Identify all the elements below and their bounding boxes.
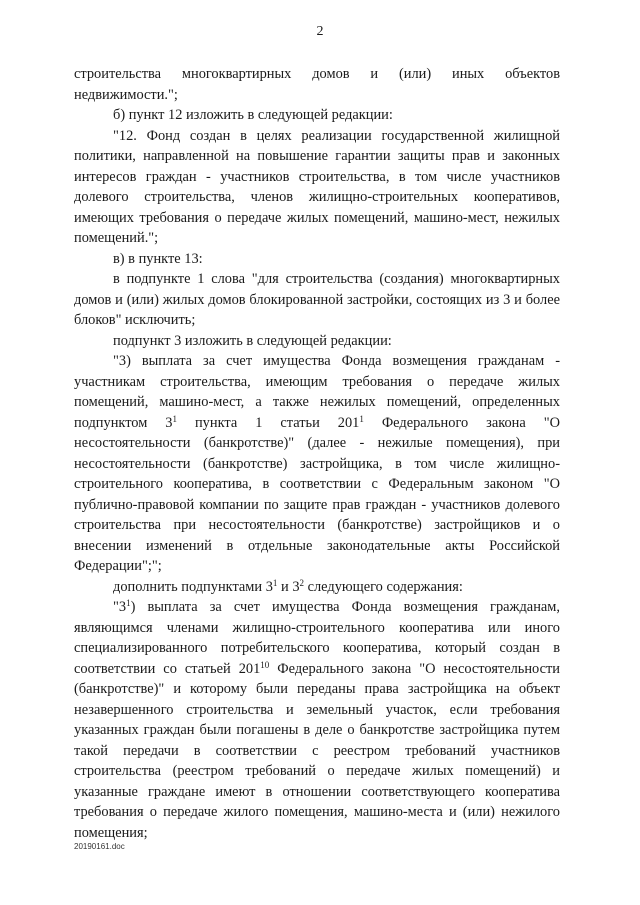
document-filename: 20190161.doc — [74, 842, 125, 851]
text-run: и 3 — [277, 578, 300, 595]
superscript: 10 — [260, 659, 270, 670]
superscript: 2 — [299, 577, 305, 588]
paragraph: подпункт 3 изложить в следующей редакции: — [113, 332, 392, 349]
text-run: следующего содержания: — [304, 578, 463, 595]
paragraph-subitem-3-1 — [74, 597, 560, 843]
superscript: 1 — [172, 413, 177, 424]
text-run: дополнить подпунктами 3 — [113, 578, 273, 595]
text-run: пункта 1 статьи 201 — [177, 414, 360, 431]
text-run: "3 — [113, 599, 127, 615]
paragraph: строительства многоквартирных домов и (или) иных объектов недвижимости."; — [74, 66, 560, 103]
text-run: Федерального закона "О несостоятельности (банкротстве)" (далее - нежилые помещения), при несостоятельности (банкротстве) застройщика, в том числе жилищно-строительного кооператива, в соответствии с Федеральным законом "О публично-правовой компании по защите прав граждан - участников долевого строительства при несостоятельности (банкротстве) застройщиков и о внесении изменений в отдельные законодательные акты Российской Федерации";"; — [74, 414, 561, 574]
text-run: ) выплата за счет имущества Фонда возмещения гражданам, являющимся членами жилищно-строительного кооператива или иного специализированного потребительского кооператива, который создан в соответствии со статьей 201 — [74, 599, 560, 677]
text-run: "3) выплата за счет имущества Фонда возмещения гражданам - участникам строительства, имеющим требования о передаче жилых помещений, машино-мест, а также нежилых помещений, определенных подпунктом 3 — [74, 353, 560, 431]
paragraph: б) пункт 12 изложить в следующей редакции: — [113, 107, 393, 123]
page-number: 2 — [316, 24, 324, 39]
paragraph: в) в пункте 13: — [113, 250, 203, 267]
paragraph: "12. Фонд создан в целях реализации государственной жилищной политики, направленной на повышение гарантии защиты прав и законных интересов граждан - участников строительства, в том числе участников долевого строительства, членов жилищно-строительных кооперативов, имеющих требования о передаче жилых помещений, машино-мест, нежилых помещений."; — [74, 127, 560, 246]
superscript: 1 — [272, 577, 278, 588]
superscript: 1 — [126, 598, 131, 608]
text-run: Федерального закона "О несостоятельности (банкротстве)" и которому были переданы права застройщика на объект незавершенного строительства и земельный участок, если требования указанных граждан были погашены в деле о банкротстве застройщика путем такой передачи в соответствии с реестром требований участников строительства (реестром требований о передаче жилых помещений) и указанные граждане имеют в отношении соответствующего кооператива требования о передаче жилого помещения, машино-места и (или) нежилого помещения; — [74, 660, 560, 841]
document-body — [74, 64, 560, 843]
paragraph: в подпункте 1 слова "для строительства (создания) многоквартирных домов и (или) жилых домов блокированной застройки, состоящих из 3 и более блоков" исключить; — [74, 271, 560, 328]
paragraph-subitem-3 — [74, 351, 560, 577]
paragraph-add-subitems — [74, 577, 560, 598]
superscript: 1 — [359, 413, 364, 424]
